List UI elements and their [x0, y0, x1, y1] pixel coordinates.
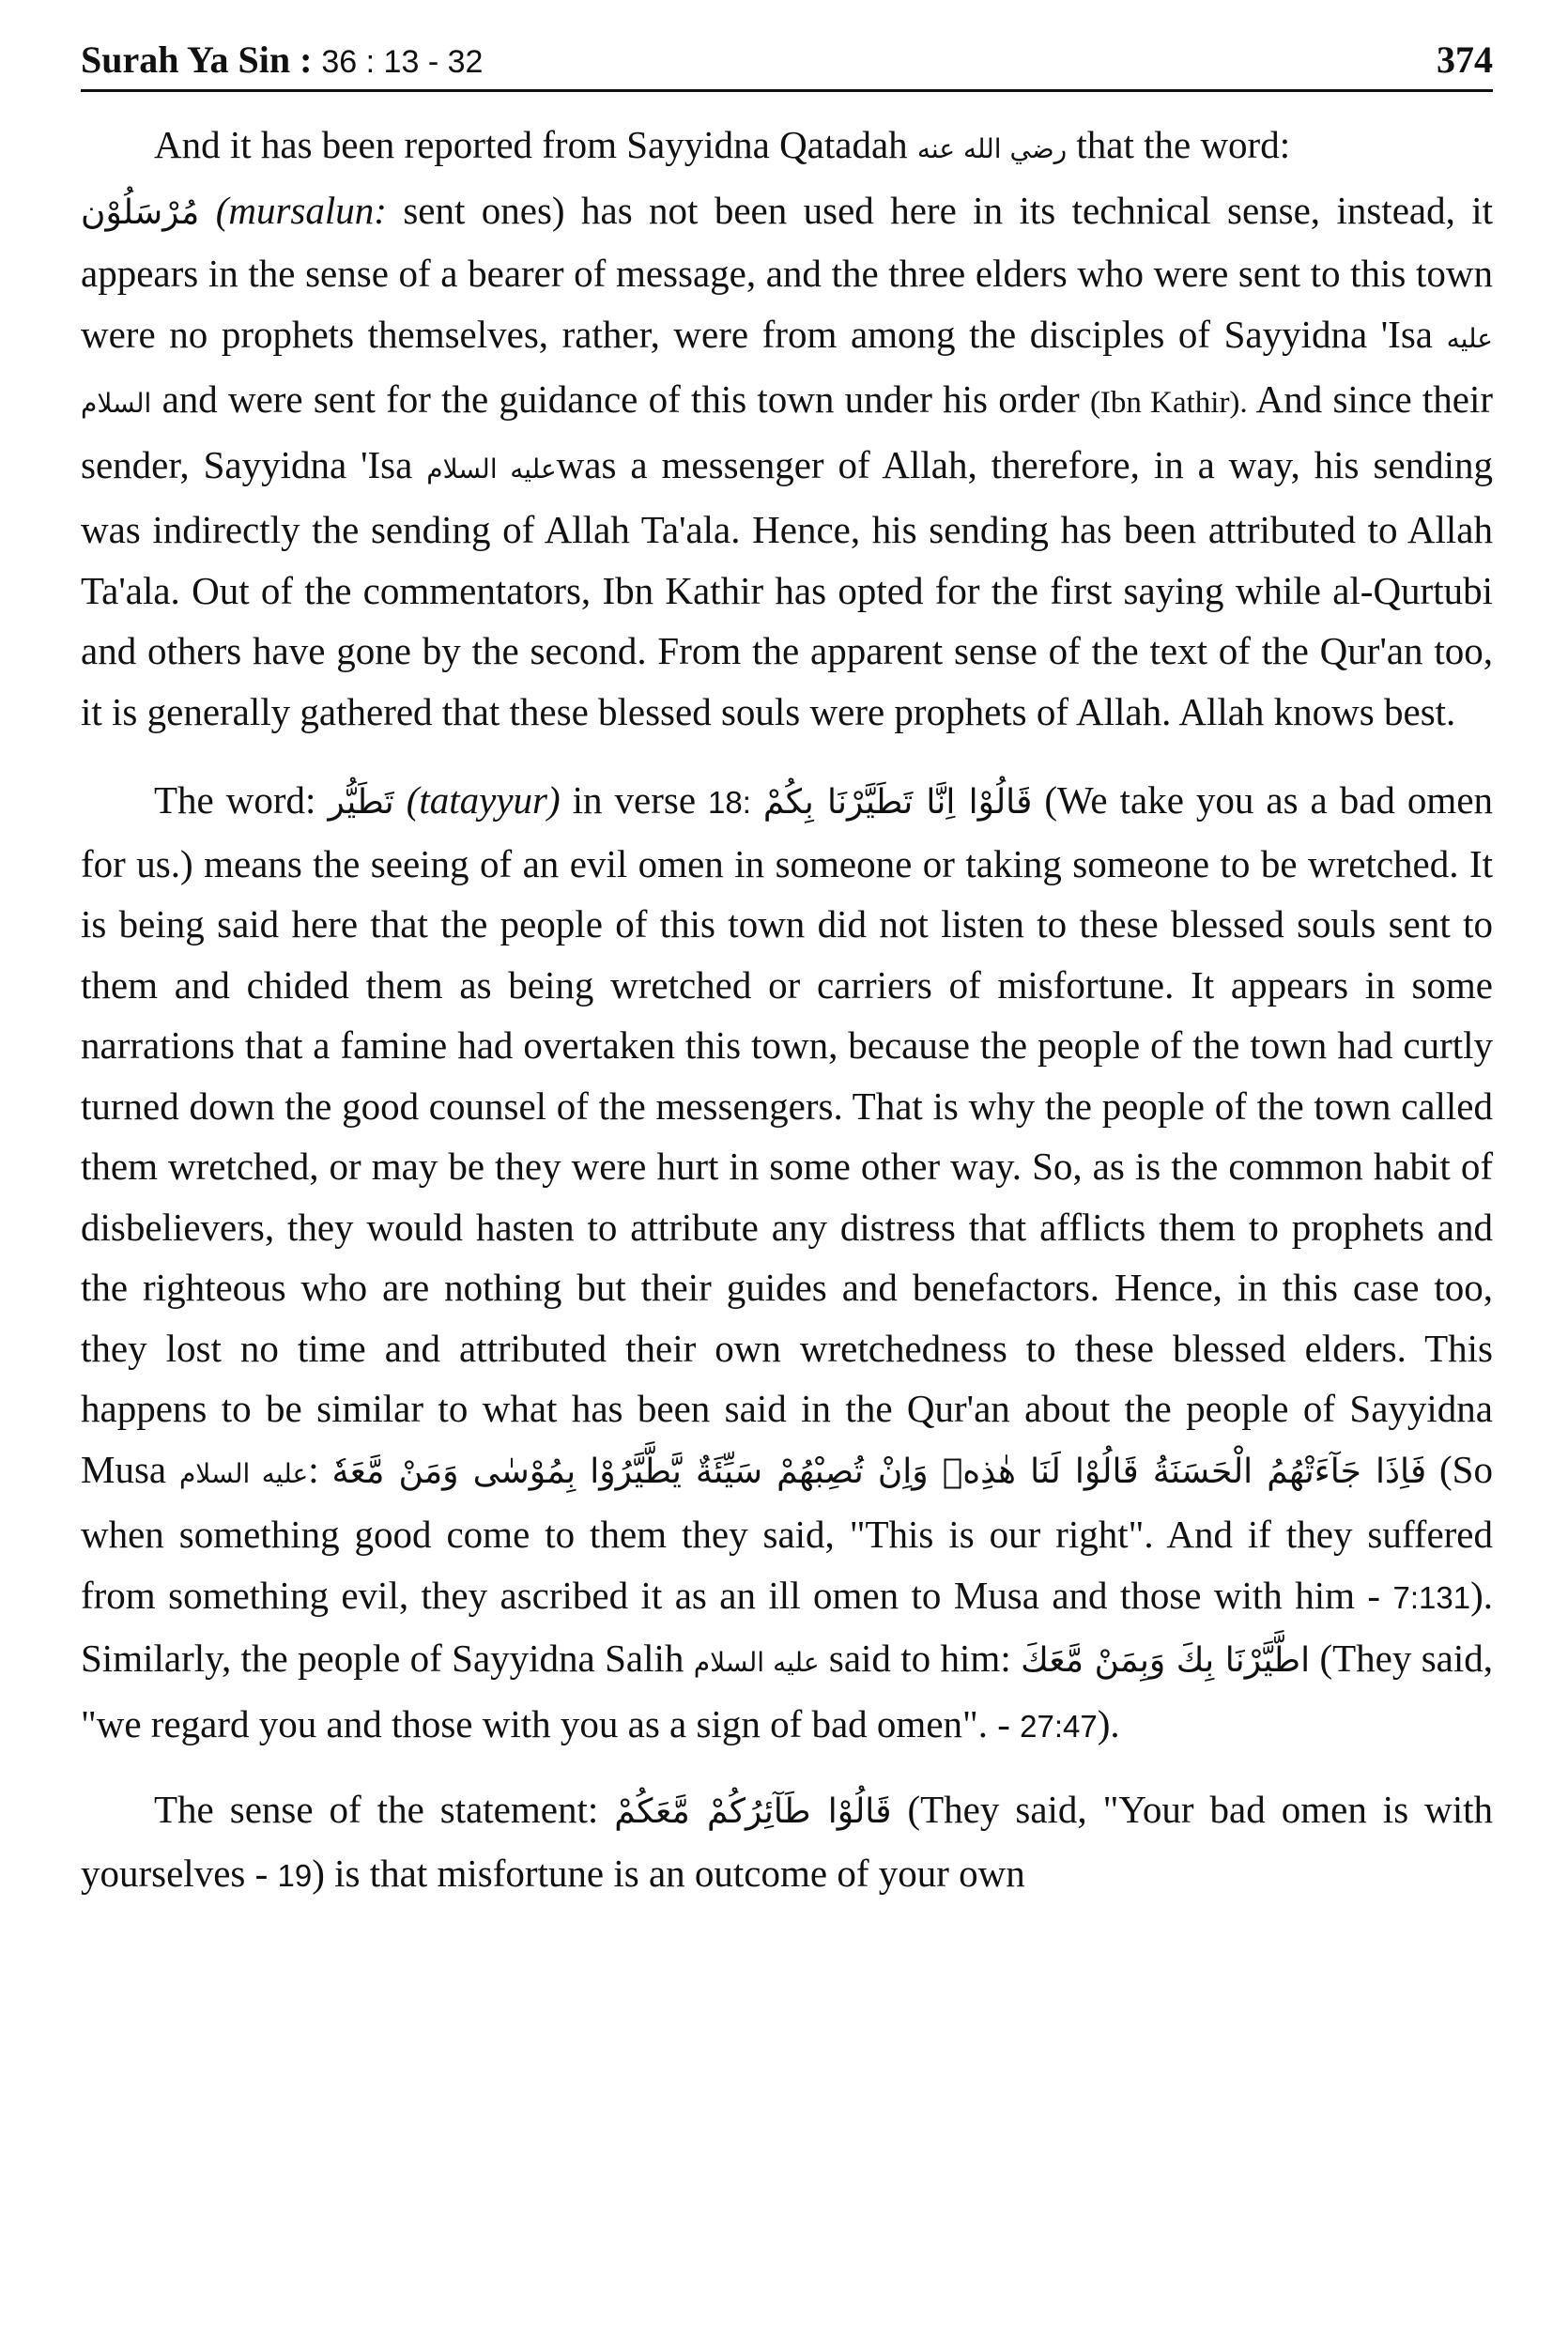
text-span: (So when something good come to them they said, "This is our right". And if they suffered from something evil, they ascribed it as an ill omen to Musa and those with him -	[81, 1447, 1493, 1617]
text-span: and were sent for the guidance of this town under his order	[161, 377, 1080, 421]
honorific-symbol: عليه السلام	[693, 1647, 820, 1678]
text-span: The sense of the statement:	[154, 1788, 599, 1831]
text-span: that the word:	[1076, 123, 1291, 166]
text-span: said to him:	[828, 1637, 1011, 1680]
arabic-verse: فَاِذَا جَآءَتْهُمُ الْحَسَنَةُ قَالُوْا لَنَا هٰذِهٖ وَاِنْ تُصِبْهُمْ سَيِّئَةٌ يَّطَّيَّرُوْا بِمُوْسٰى وَمَنْ مَّعَهٗ	[331, 1452, 1427, 1491]
text-span: (We take you as a bad omen for us.) means the seeing of an evil omen in someone or taking someone to be wretched. It is being said here that the people of this town did not listen to these blessed souls sent to them and chided them as being wretched or carriers of misfortune. It appears in some narrations that a famine had overtaken this town, because the people of the town had curtly turned down the good counsel of the messengers. That is why the people of the town called them wretched, or may be they were hurt in some other way. So, as is the common habit of disbelievers, they would hasten to attribute any distress that afflicts them to prophets and the righteous who are nothing but their guides and benefactors. Hence, in this case too, they lost no time and attributed their own wretchedness to these blessed elders. This happens to be similar to what has been said in the Qur'an about the people of Sayyidna Musa	[81, 778, 1494, 1491]
text-span: And since their sender, Sayyidna 'Isa	[81, 377, 1494, 486]
arabic-verse: قَالُوْا اِنَّا تَطَيَّرْنَا بِكُمْ	[762, 783, 1033, 822]
text-span: And it has been reported from Sayyidna Qatadah	[154, 123, 908, 166]
text-span: ).	[1097, 1701, 1120, 1745]
paragraph-mursalun	[81, 115, 1493, 742]
arabic-verse: اطَّيَّرْنَا بِكَ وَبِمَنْ مَّعَكَ	[1021, 1641, 1311, 1680]
text-span: in verse	[572, 778, 697, 822]
honorific-symbol: عليه السلام	[178, 1457, 309, 1489]
text-span: ) is that misfortune is an outcome of your own	[312, 1851, 1025, 1895]
paragraph-tatayyur	[81, 770, 1493, 1757]
transliteration: (tatayyur)	[406, 778, 561, 822]
verse-reference: 7:131	[1392, 1579, 1471, 1615]
running-header	[81, 38, 1493, 92]
page-number: 374	[1437, 38, 1493, 81]
verse-reference: 27:47	[1020, 1708, 1098, 1744]
text-span: was a messenger of Allah, therefore, in a way, his sending was indirectly the sending of Allah Ta'ala. Hence, his sending has been attributed to Allah Ta'ala. Out of the commentators, Ibn Kathir has opted for the first saying while al-Qurtubi and others have gone by the second. From the apparent sense of the text of the Qur'an too, it is generally gathered that these blessed souls were prophets of Allah. Allah knows best.	[81, 442, 1494, 733]
text-span: sent ones) has not been used here in its technical sense, instead, it appears in the sense of a bearer of message, and the three elders who were sent to this town were no prophets themselves, rather, were from among the disciples of Sayyidna 'Isa	[81, 188, 1494, 356]
surah-title-text: Surah Ya Sin :	[81, 38, 313, 81]
arabic-term: مُرْسَلُوْن	[81, 192, 200, 232]
honorific-symbol: رضي الله عنه	[916, 133, 1068, 164]
arabic-term: تَطَيُّر	[328, 783, 394, 822]
surah-title	[81, 38, 483, 82]
text-span: :	[308, 1447, 319, 1491]
page	[81, 38, 1493, 1929]
text-span: ). Similarly, the people of Sayyidna Salih	[81, 1573, 1493, 1680]
verse-reference: 18:	[708, 785, 751, 820]
arabic-verse: قَالُوْا طَآئِرُكُمْ مَّعَكُمْ	[614, 1792, 892, 1831]
body-text	[81, 115, 1493, 1906]
text-span: (They said, "we regard you and those with you as a sign of bad omen". -	[81, 1637, 1493, 1745]
honorific-symbol: عليه السلام	[426, 453, 557, 484]
transliteration: (mursalun:	[215, 188, 387, 232]
text-span: The word:	[154, 778, 316, 822]
paragraph-taairukum	[81, 1779, 1493, 1906]
text-span: (They said, "Your bad omen is with yourselves -	[81, 1788, 1494, 1895]
honorific-symbol: عليه السلام	[81, 322, 1494, 419]
verse-range: 36 : 13 - 32	[321, 44, 484, 80]
citation: (Ibn Kathir).	[1089, 386, 1248, 420]
verse-reference: 19	[277, 1857, 313, 1893]
